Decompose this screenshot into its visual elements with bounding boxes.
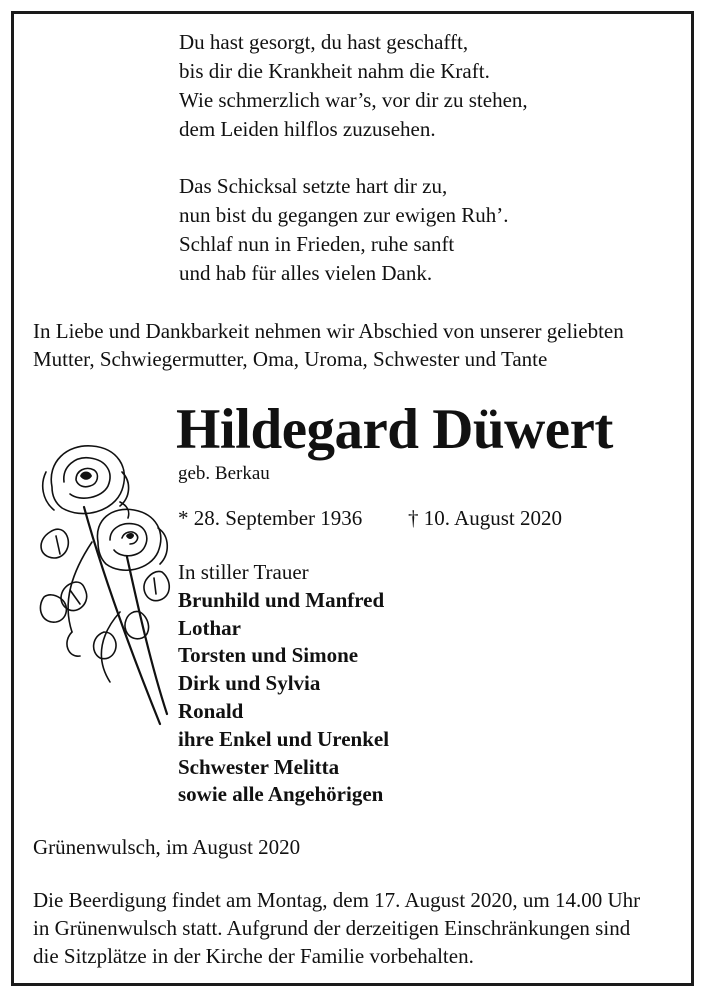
poem-line: Das Schicksal setzte hart dir zu,: [179, 174, 448, 198]
funeral-line: Die Beerdigung findet am Montag, dem 17. August 2020, um 14.00 Uhr: [33, 888, 641, 912]
intro-line: In Liebe und Dankbarkeit nehmen wir Abschied von unserer geliebten: [33, 319, 624, 343]
farewell-intro: [33, 317, 683, 373]
mourner-name: Torsten und Simone: [178, 643, 359, 668]
poem-line: Schlaf nun in Frieden, ruhe sanft: [179, 232, 455, 256]
poem-line: und hab für alles vielen Dank.: [179, 261, 433, 285]
poem-line: dem Leiden hilflos zuzusehen.: [179, 117, 436, 141]
poem: [179, 28, 659, 288]
intro-line: Mutter, Schwiegermutter, Oma, Uroma, Schwester und Tante: [33, 347, 548, 371]
poem-line: nun bist du gegangen zur ewigen Ruh’.: [179, 203, 509, 227]
poem-stanza-2: [179, 172, 659, 288]
poem-line: Wie schmerzlich war’s, vor dir zu stehen,: [179, 88, 528, 112]
mourners-heading: In stiller Trauer: [178, 560, 309, 584]
mourner-name: Schwester Melitta: [178, 754, 340, 779]
funeral-line: die Sitzplätze in der Kirche der Familie vorbehalten.: [33, 944, 474, 968]
obituary-notice: [11, 11, 694, 986]
mourner-name: Lothar: [178, 615, 241, 640]
funeral-line: in Grünenwulsch statt. Aufgrund der derzeitigen Einschränkungen sind: [33, 916, 631, 940]
death-date: † 10. August 2020: [408, 506, 563, 530]
mourner-name: sowie alle Angehörigen: [178, 782, 384, 807]
mourner-name: Brunhild und Manfred: [178, 587, 385, 612]
funeral-info: [33, 886, 693, 970]
mourner-name: Dirk und Sylvia: [178, 671, 321, 696]
place-date: Grünenwulsch, im August 2020: [33, 835, 301, 859]
birth-date: * 28. September 1936: [178, 506, 363, 530]
poem-line: bis dir die Krankheit nahm die Kraft.: [179, 59, 490, 83]
poem-stanza-1: [179, 28, 659, 144]
birth-name: geb. Berkau: [178, 463, 270, 484]
roses-icon: [32, 432, 177, 732]
poem-line: Du hast gesorgt, du hast geschafft,: [179, 30, 469, 54]
mourners-list: [178, 559, 638, 809]
deceased-name: Hildegard Düwert: [176, 398, 613, 461]
mourner-name: ihre Enkel und Urenkel: [178, 726, 390, 751]
mourner-name: Ronald: [178, 698, 244, 723]
